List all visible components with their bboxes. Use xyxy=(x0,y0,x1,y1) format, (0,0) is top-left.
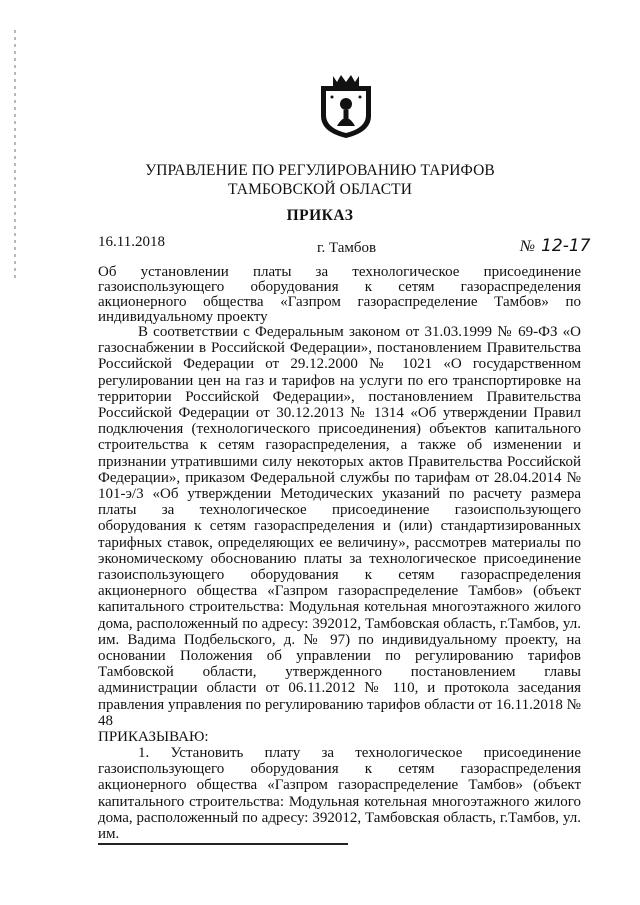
organization-name-line1: УПРАВЛЕНИЕ ПО РЕГУЛИРОВАНИЮ ТАРИФОВ xyxy=(145,162,495,179)
order-item-1: 1. Установить плату за технологическое присоединение газоиспользующего оборудования к сетям газораспределения акционерного общества «Газпром газораспределение Тамбов» (объект капитального строительства: Модульная котельная многоэтажного жилого дома, расположенный по адресу: 392012, Тамбовская область, г.Тамбов, ул. им. xyxy=(98,745,581,843)
organization-name-line2: ТАМБОВСКОЙ ОБЛАСТИ xyxy=(228,181,412,198)
bottom-divider-line xyxy=(98,843,348,845)
scan-edge-artifact xyxy=(14,30,16,280)
document-date: 16.11.2018 xyxy=(98,234,165,250)
number-prefix: № xyxy=(520,238,536,255)
document-body xyxy=(98,324,581,842)
document-city: г. Тамбов xyxy=(317,240,377,256)
number-value-handwritten: 12-17 xyxy=(541,236,591,256)
document-subject: Об установлении платы за технологическое присоединение газоиспользующего оборудования к сетям газораспределения акционерного общества «Газпром газораспределение Тамбов» по индивидуальному проекту xyxy=(98,264,581,325)
preamble-paragraph: В соответствии с Федеральным законом от 31.03.1999 № 69-ФЗ «О газоснабжении в Российской Федерации», постановлением Правительства Российской Федерации от 29.12.2000 № 1021 «О государственном регулировании цен на газ и тарифов на услуги по его транспортировке на территории Российской Федерации», постановлением Правительства Российской Федерации от 30.12.2013 № 1314 «Об утверждении Правил подключения (технологического присоединения) объектов капитального строительства к сетям газораспределения, а также об изменении и признании утратившими силу некоторых актов Правительства Российской Федерации», приказом Федеральной службы по тарифам от 28.04.2014 № 101-э/3 «Об утверждении Методических указаний по расчету размера платы за технологическое присоединение газоиспользующего оборудования к сетям газораспределения и (или) стандартизированных тарифных ставок, определяющих ее величину», рассмотрев материалы по экономическому обоснованию платы за технологическое присоединение газоиспользующего оборудования к сетям газораспределения акционерного общества «Газпром газораспределение Тамбов» (объект капитального строительства: Модульная котельная многоэтажного жилого дома, расположенный по адресу: 392012, Тамбовская область, г.Тамбов, ул. им. Вадима Подбельского, д. № 97) по индивидуальному проекту, на основании Положения об управлении по регулированию тарифов Тамбовской области, утвержденного постановлением главы администрации области от 06.11.2012 № 110, и протокола заседания правления управления по регулированию тарифов области от 16.11.2018 № 48 xyxy=(98,324,581,729)
coat-of-arms-emblem xyxy=(317,72,375,140)
order-word: ПРИКАЗЫВАЮ: xyxy=(98,729,209,746)
document-type-title: ПРИКАЗ xyxy=(286,207,354,224)
document-number xyxy=(520,236,591,256)
